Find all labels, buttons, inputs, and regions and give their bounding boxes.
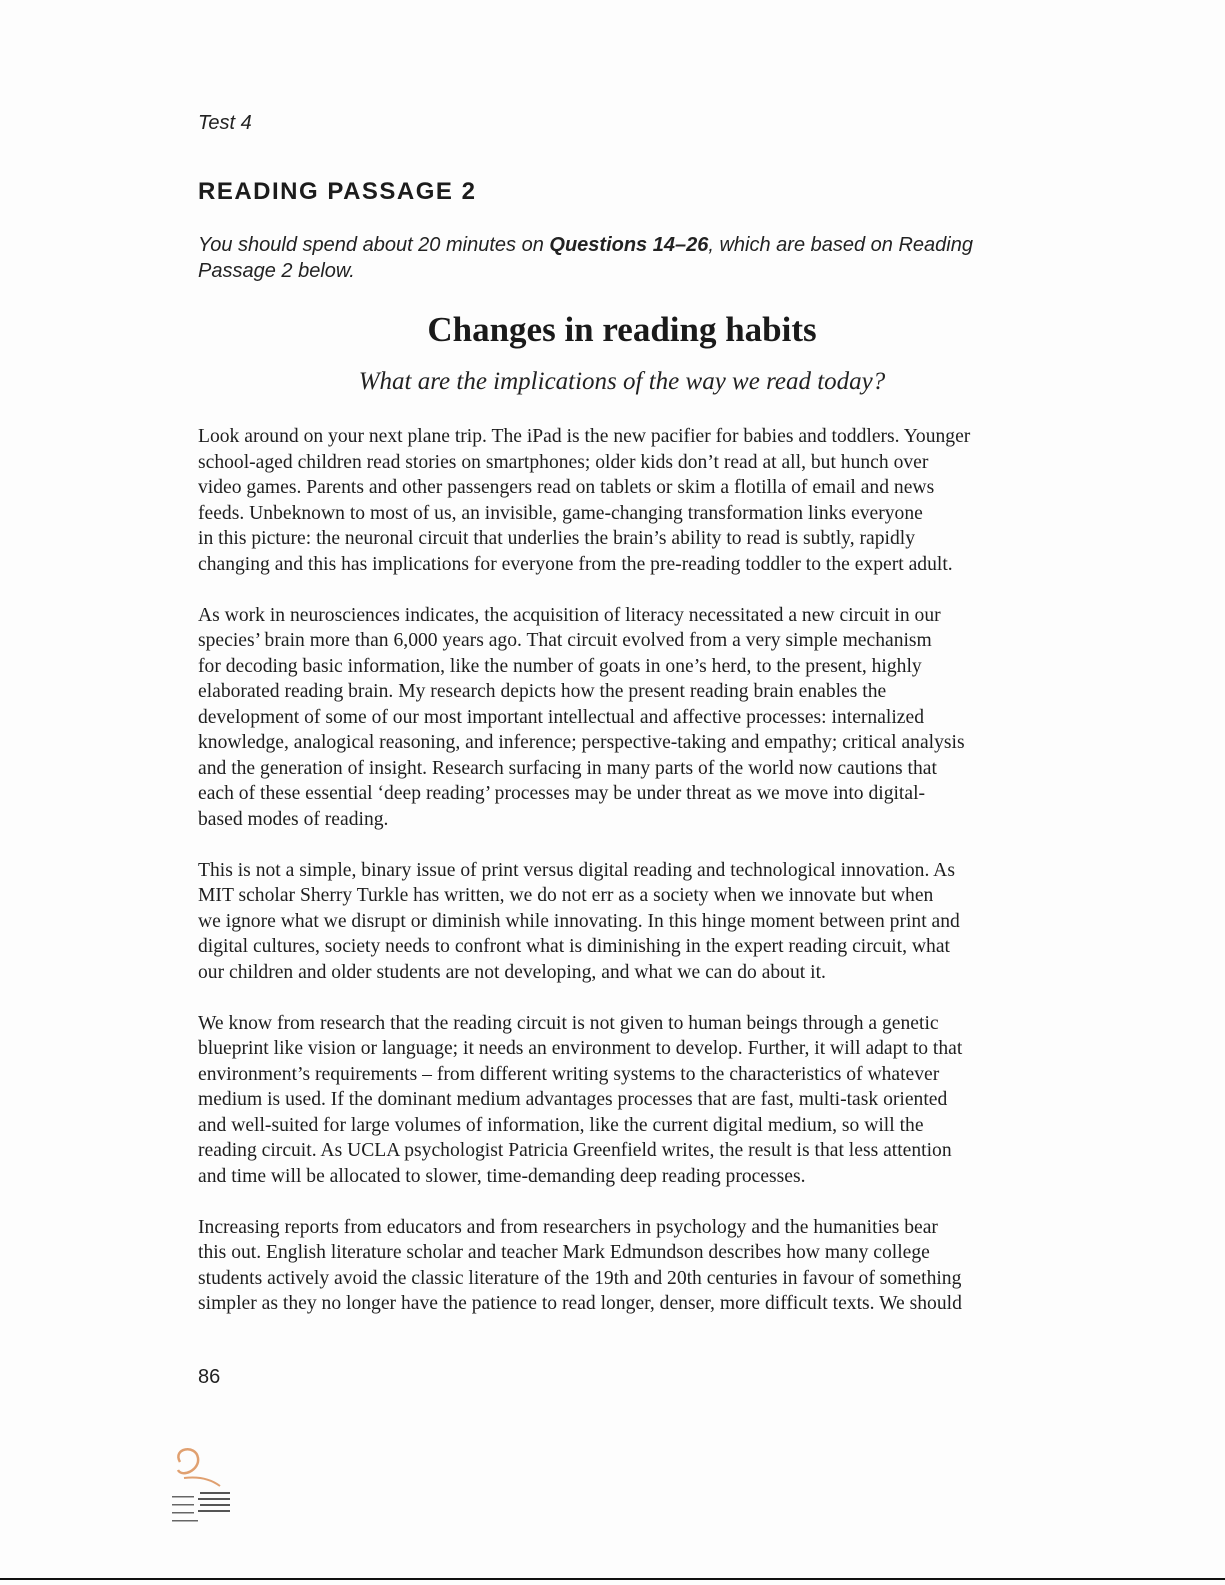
article-title: Changes in reading habits xyxy=(427,310,817,349)
text-line: video games. Parents and other passengers read on tablets or skim a flotilla of email and news xyxy=(198,477,935,498)
text-line: feeds. Unbeknown to most of us, an invisible, game-changing transformation links everyone xyxy=(198,502,923,524)
text-line: simpler as they no longer have the patience to read longer, denser, more difficult texts. We should xyxy=(198,1293,962,1314)
text-line: in this picture: the neuronal circuit that underlies the brain’s ability to read is subtly, rapidly xyxy=(198,528,915,549)
text-line: environment’s requirements – from different writing systems to the characteristics of whatever xyxy=(198,1063,940,1085)
text-line: MIT scholar Sherry Turkle has written, we do not err as a society when we innovate but when xyxy=(198,885,934,906)
text-line: digital cultures, society needs to confront what is diminishing in the expert reading circuit, what xyxy=(198,936,950,957)
text-line: our children and older students are not developing, and what we can do about it. xyxy=(198,961,826,983)
text-line: blueprint like vision or language; it needs an environment to develop. Further, it will adapt to that xyxy=(198,1038,963,1059)
text-line: development of some of our most important intellectual and affective processes: internalized xyxy=(198,706,925,728)
paragraph-4 xyxy=(198,1011,1058,1190)
page-number: 86 xyxy=(198,1366,221,1388)
text-line: knowledge, analogical reasoning, and inference; perspective-taking and empathy; critical analysis xyxy=(198,732,965,753)
text-line: Increasing reports from educators and from researchers in psychology and the humanities bear xyxy=(198,1216,938,1238)
text-line: changing and this has implications for everyone from the pre-reading toddler to the expert adult. xyxy=(198,553,953,575)
instructions xyxy=(198,232,1058,284)
paragraph-1 xyxy=(198,424,1058,577)
text-line: We know from research that the reading circuit is not given to human beings through a genetic xyxy=(198,1012,939,1034)
text-line: This is not a simple, binary issue of print versus digital reading and technological innovation. As xyxy=(198,859,955,881)
text-line: students actively avoid the classic literature of the 19th and 20th centuries in favour of something xyxy=(198,1267,962,1289)
instructions-suffix: , which are based on Reading xyxy=(708,234,973,256)
text-line: elaborated reading brain. My research depicts how the present reading brain enables the xyxy=(198,681,887,702)
text-line: As work in neurosciences indicates, the acquisition of literacy necessitated a new circuit in our xyxy=(198,604,941,626)
text-line: species’ brain more than 6,000 years ago. That circuit evolved from a very simple mechanism xyxy=(198,630,932,651)
text-line: for decoding basic information, like the number of goats in one’s herd, to the present, highly xyxy=(198,655,922,677)
paragraph-3 xyxy=(198,858,1058,986)
text-line: and well-suited for large volumes of information, like the current digital medium, so will the xyxy=(198,1114,924,1136)
text-line: reading circuit. As UCLA psychologist Patricia Greenfield writes, the result is that less attention xyxy=(198,1140,952,1161)
instructions-questions: Questions 14–26 xyxy=(549,234,709,256)
instructions-line2: Passage 2 below. xyxy=(198,260,355,282)
instructions-prefix: You should spend about 20 minutes on xyxy=(198,234,550,256)
article-subtitle: What are the implications of the way we read today? xyxy=(358,368,886,395)
paragraph-5 xyxy=(198,1215,1058,1317)
text-line: each of these essential ‘deep reading’ processes may be under threat as we move into digital- xyxy=(198,783,926,804)
text-line: based modes of reading. xyxy=(198,808,389,830)
publisher-logo-icon xyxy=(160,1440,250,1540)
bottom-border xyxy=(0,1578,1225,1580)
text-line: this out. English literature scholar and teacher Mark Edmundson describes how many college xyxy=(198,1242,930,1263)
article-body xyxy=(198,424,1058,1342)
text-line: medium is used. If the dominant medium advantages processes that are fast, multi-task oriented xyxy=(198,1089,948,1110)
text-line: Look around on your next plane trip. The iPad is the new pacifier for babies and toddlers. Younger xyxy=(198,426,971,447)
text-line: we ignore what we disrupt or diminish while innovating. In this hinge moment between print and xyxy=(198,910,960,932)
passage-heading: READING PASSAGE 2 xyxy=(198,178,477,205)
paragraph-2 xyxy=(198,603,1058,833)
test-label: Test 4 xyxy=(198,112,252,134)
text-line: school-aged children read stories on smartphones; older kids don’t read at all, but hunch over xyxy=(198,451,929,473)
text-line: and the generation of insight. Research surfacing in many parts of the world now cautions that xyxy=(198,757,937,779)
text-line: and time will be allocated to slower, time-demanding deep reading processes. xyxy=(198,1165,806,1187)
